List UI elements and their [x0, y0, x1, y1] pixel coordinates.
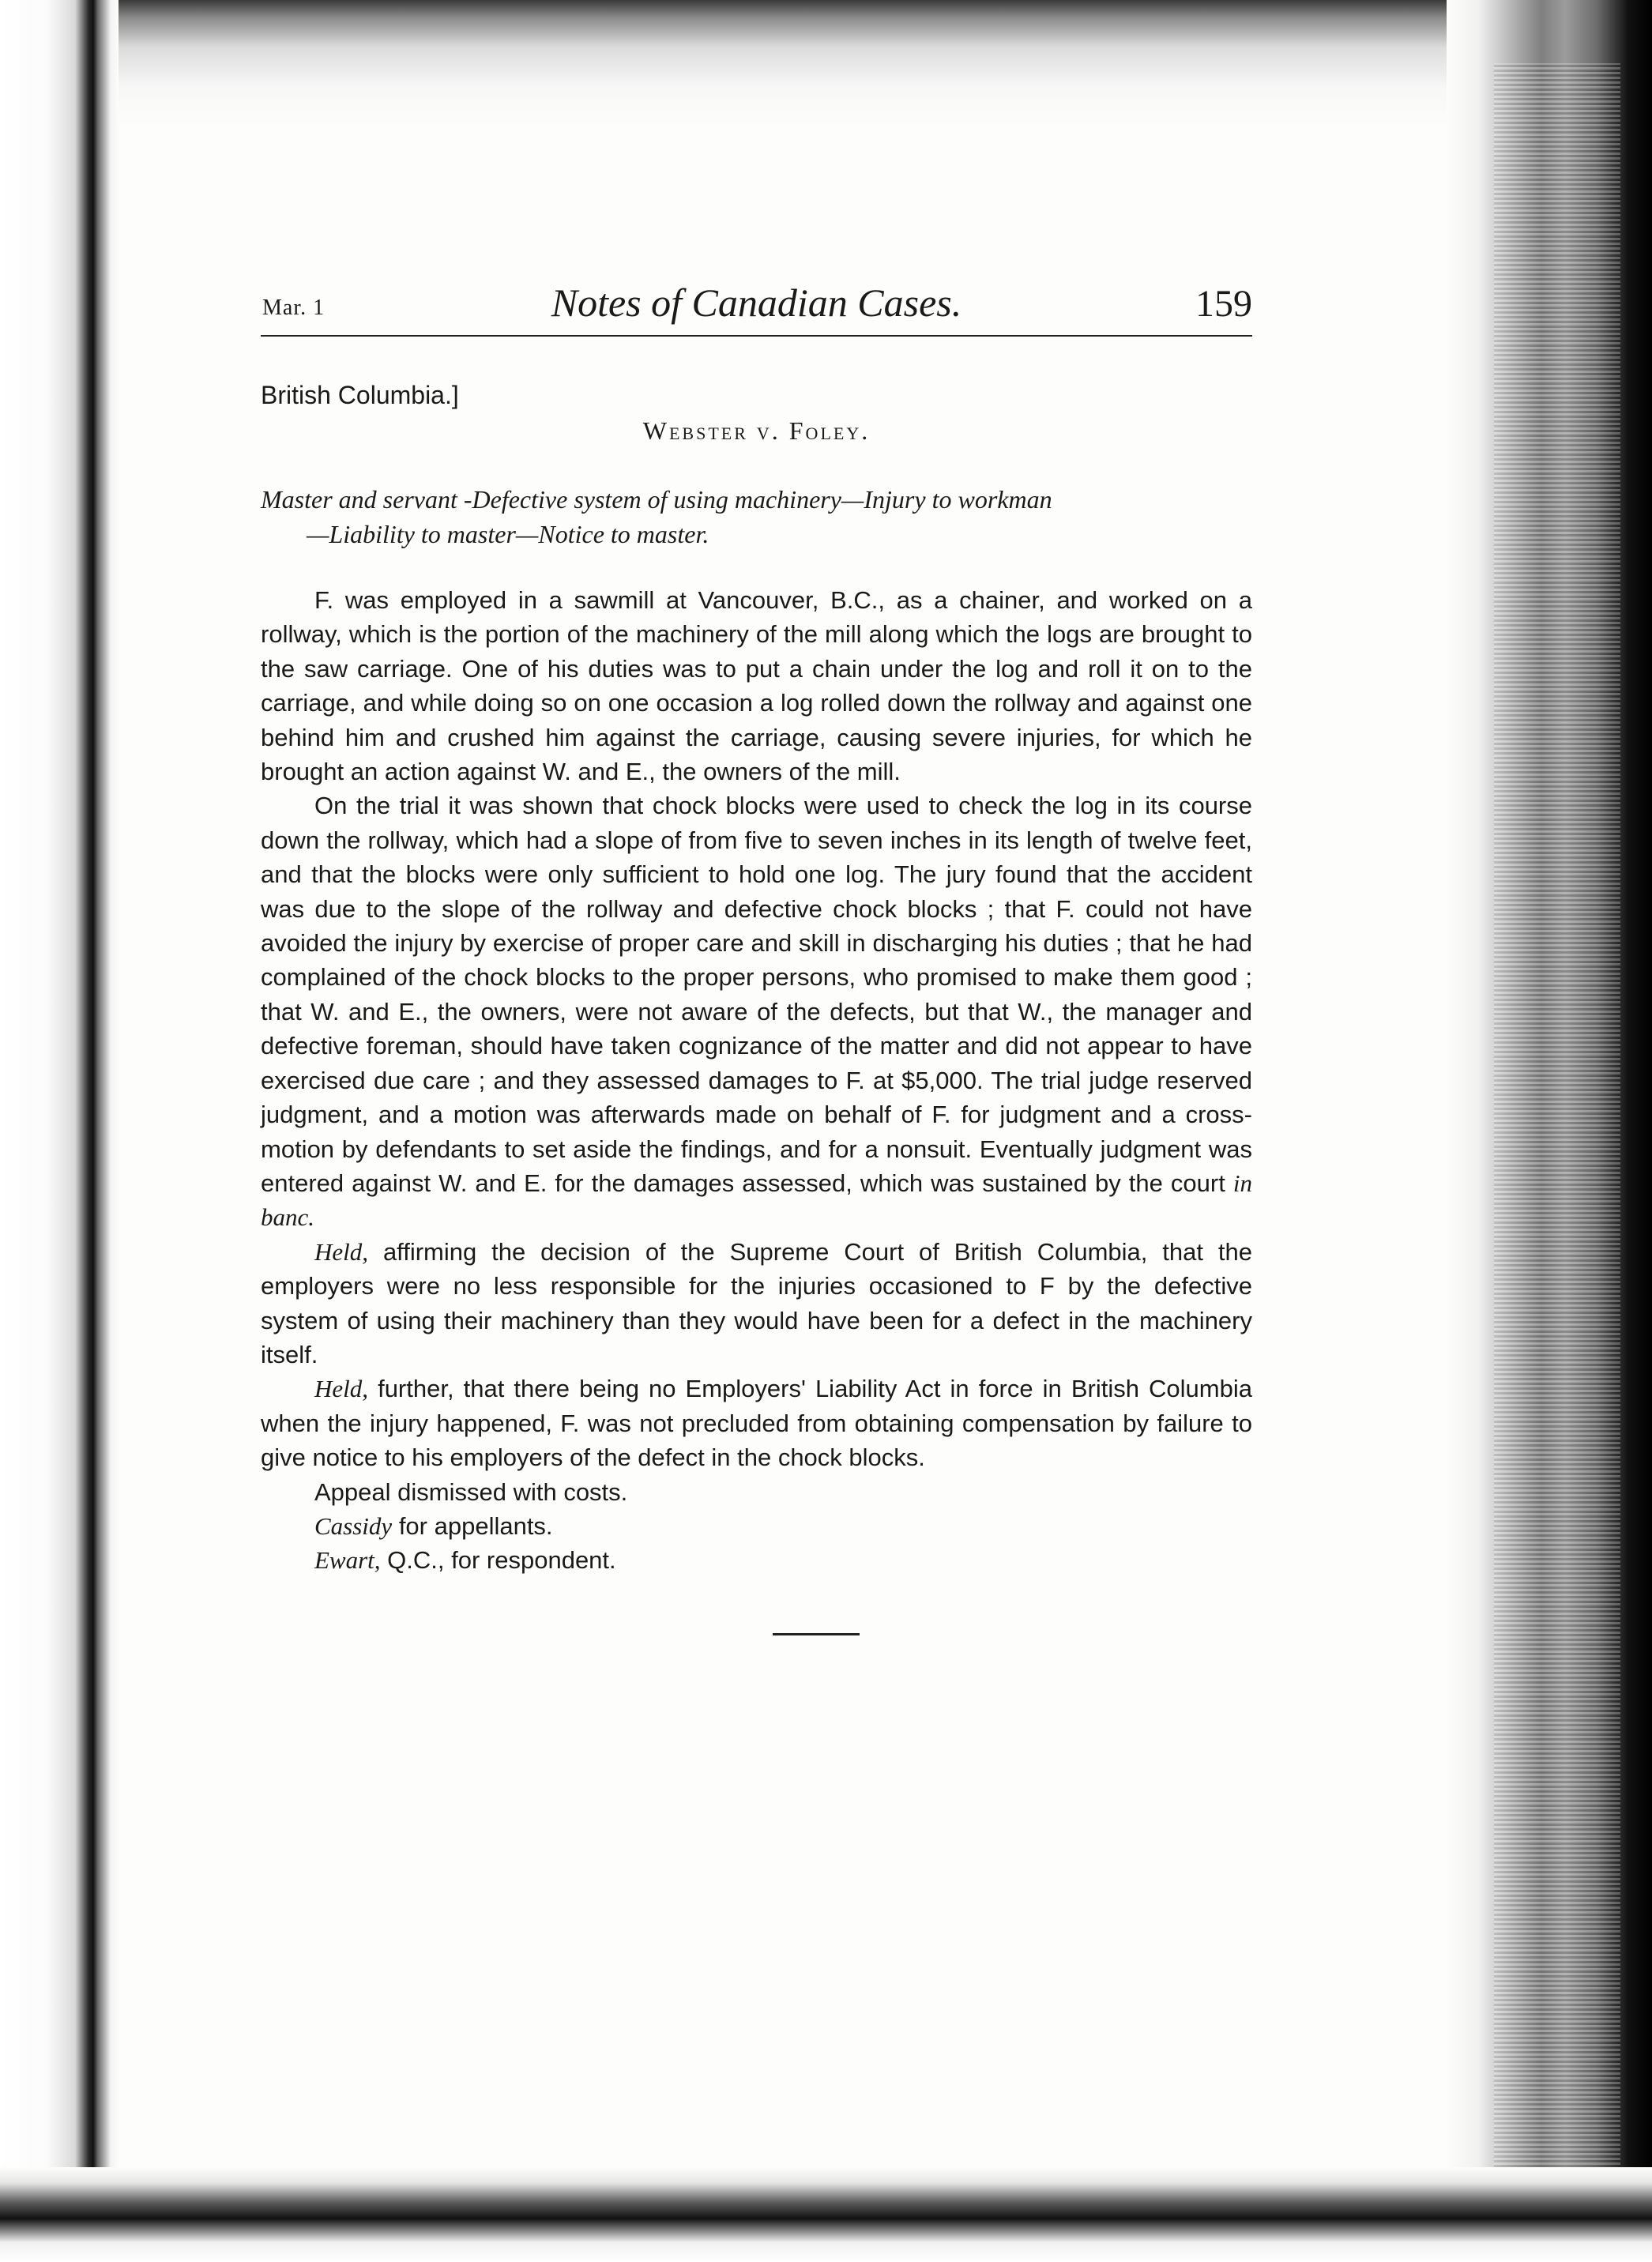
held-text-2: further, that there being no Employers' Liability Act in force in British Columbia when the injury happened, F. was not precluded from obtaining compensation by failure to give notice to his employers of the defect in the chock blocks.: [261, 1375, 1252, 1472]
scan-shadow-bottom: [0, 2167, 1652, 2262]
scan-noise: [1494, 63, 1620, 2236]
held-text-1: affirming the decision of the Supreme Court of British Columbia, that the employers were no less responsible for the injuries occasioned to F by the defective system of using their machinery than they would have been for a defect in the machinery itself.: [261, 1237, 1252, 1368]
scan-shadow-left: [0, 0, 119, 2262]
in-banc-italic: in banc.: [261, 1169, 1252, 1232]
headnote-line-2: —Liability to master—Notice to master.: [307, 520, 709, 548]
paragraph-held-2: [261, 1372, 1252, 1474]
paragraph-trial-text: On the trial it was shown that chock blocks were used to check the log in its course down the rollway, which had a slope of from five to seven inches in its length of twelve feet, and that the blocks were only sufficient to hold one log. The jury found that the accident was due to the slope of the rollway and defective chock blocks ; that F. could not have avoided the injury by exercise of proper care and skill in discharging his duties ; that he had complained of the chock blocks to the proper persons, who promised to make them good ; that W. and E., the owners, were not aware of the defects, but that W., the manager and defective foreman, should have taken cognizance of the matter and did not appear to have exercised due care ; and they assessed damages to F. at $5,000. The trial judge reserved judgment, and a motion was afterwards made on behalf of F. for judgment and a cross-motion by defendants to set aside the findings, and for a nonsuit. Eventually judgment was entered against W. and E. for the damages assessed, which was sustained by the court: [261, 792, 1252, 1197]
headnote-line-1: Master and servant -Defective system of using machinery—Injury to workman: [261, 485, 1052, 514]
counsel-role-2: Q.C., for respondent.: [387, 1546, 616, 1575]
held-label-1: Held,: [314, 1237, 369, 1266]
case-body: [261, 583, 1252, 1578]
counsel-appellants: [261, 1509, 1252, 1543]
page-number: 159: [1195, 283, 1252, 325]
page-content: [261, 269, 1252, 1635]
end-rule: [773, 1633, 860, 1635]
paragraph-held-1: [261, 1235, 1252, 1372]
scan-shadow-top: [0, 0, 1652, 126]
held-label-2: Held,: [314, 1375, 369, 1403]
running-head: [261, 269, 1252, 337]
paragraph-facts: F. was employed in a sawmill at Vancouver, B.C., as a chainer, and worked on a rollway, which is the portion of the machinery of the mill along which the logs are brought to the saw carriage. One of his duties was to put a chain under the log and roll it on to the carriage, and while doing so on one occasion a log rolled down the rollway and against one behind him and crushed him against the carriage, causing severe injuries, for which he brought an action against W. and E., the owners of the mill.: [261, 586, 1252, 786]
publication-title: Notes of Canadian Cases.: [551, 280, 962, 325]
court-name: British Columbia.]: [261, 381, 459, 409]
issue-date: Mar. 1: [262, 295, 326, 320]
counsel-name-2: Ewart,: [314, 1546, 381, 1575]
counsel-name-1: Cassidy: [314, 1511, 393, 1540]
headnote: [261, 482, 1252, 551]
counsel-role-1: for appellants.: [398, 1511, 553, 1540]
counsel-respondent: [261, 1543, 1252, 1577]
result-line: Appeal dismissed with costs.: [314, 1477, 628, 1506]
paragraph-trial: [261, 789, 1252, 1234]
case-title: Webster v. Foley.: [642, 416, 871, 445]
